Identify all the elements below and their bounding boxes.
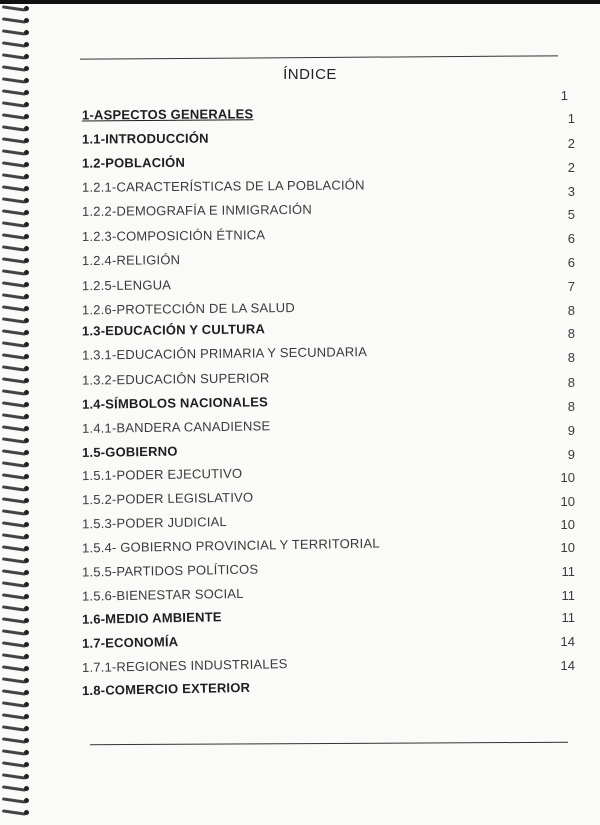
toc-entry: [82, 533, 502, 558]
toc-entry: [82, 414, 502, 438]
toc-entry: [82, 248, 502, 270]
toc-page-number: 10: [560, 540, 575, 555]
toc-entry-label: 1.3.2-EDUCACIÓN SUPERIOR: [81, 370, 270, 388]
title-page-number: 1: [560, 88, 568, 103]
toc-page-number: 3: [567, 184, 575, 199]
toc-entry: [82, 438, 502, 462]
toc-entry: [82, 366, 502, 389]
toc-entry-label: 1.6-MEDIO AMBIENTE: [81, 609, 222, 627]
toc-entry-label: 1.5.2-PODER LEGISLATIVO: [81, 489, 254, 508]
toc-page-number: 11: [561, 588, 575, 603]
toc-page-number: 9: [567, 423, 575, 438]
toc-entry: [82, 390, 502, 414]
toc-entry: [82, 509, 502, 534]
toc-entry: [82, 627, 502, 653]
toc-entry: [82, 104, 502, 125]
toc-entry: [82, 580, 502, 605]
toc-page-number: 11: [561, 610, 575, 625]
toc-page-number: 9: [567, 447, 575, 462]
page-title: ÍNDICE: [283, 66, 337, 83]
toc-page-number: 10: [560, 517, 575, 532]
toc-entry-label: 1.2.2-DEMOGRAFÍA E INMIGRACIÓN: [81, 201, 313, 219]
toc-entry-label: 1.2.6-PROTECCIÓN DE LA SALUD: [81, 299, 296, 318]
toc-page-number: 1: [567, 111, 575, 126]
toc-entry: [82, 273, 502, 295]
toc-page-number: 8: [567, 303, 575, 318]
toc-entry-label: 1.7-ECONOMÍA: [81, 634, 179, 651]
toc-entry: [82, 461, 502, 485]
toc-entry-label: 1.8-COMERCIO EXTERIOR: [81, 679, 251, 699]
toc-entry-label: 1.2-POBLACIÓN: [81, 154, 186, 171]
toc-page-number: 8: [567, 350, 575, 365]
toc-page-number: 10: [560, 494, 575, 509]
toc-entry: [82, 151, 502, 172]
toc-page-number: 2: [567, 136, 575, 151]
toc-entry: [82, 651, 502, 677]
toc-entry-label: 1.5.3-PODER JUDICIAL: [81, 514, 227, 532]
toc-entry: [82, 318, 502, 341]
toc-entry: [82, 341, 502, 364]
toc-entry-label: 1.4.1-BANDERA CANADIENSE: [81, 418, 271, 436]
toc-entry-label: 1-ASPECTOS GENERALES: [81, 106, 254, 123]
toc-entry: [82, 199, 502, 221]
toc-entry: [82, 485, 502, 509]
toc-entry: [82, 297, 502, 320]
toc-entry-label: 1.5.1-PODER EJECUTIVO: [81, 465, 243, 484]
toc-page-number: 6: [567, 231, 575, 246]
toc-page-number: 11: [561, 564, 575, 579]
toc-entry-label: 1.1-INTRODUCCIÓN: [81, 130, 209, 147]
toc-entry-label: 1.5.5-PARTIDOS POLÍTICOS: [81, 561, 259, 580]
toc-entry-label: 1.7.1-REGIONES INDUSTRIALES: [81, 656, 288, 675]
toc-page-number: 8: [567, 375, 575, 390]
toc-entry-label: 1.3-EDUCACIÓN Y CULTURA: [81, 321, 266, 339]
toc-entry: [82, 224, 502, 246]
toc-page-number: 2: [567, 160, 575, 175]
toc-page-number: 8: [567, 399, 575, 414]
toc-entry: [82, 674, 502, 700]
toc-entry-label: 1.5.4- GOBIERNO PROVINCIAL Y TERRITORIAL: [81, 535, 380, 556]
toc-page-number: 8: [567, 326, 575, 341]
toc-entry-label: 1.2.5-LENGUA: [81, 277, 172, 294]
toc-entry: [82, 127, 502, 148]
toc-entry-label: 1.4-SÍMBOLOS NACIONALES: [81, 394, 269, 412]
toc-entry-label: 1.5.6-BIENESTAR SOCIAL: [81, 585, 244, 604]
toc-entry: [82, 603, 502, 629]
toc-page-number: 10: [560, 470, 575, 485]
toc-entry-label: 1.2.3-COMPOSICIÓN ÉTNICA: [81, 227, 266, 245]
toc-entry: [82, 175, 502, 197]
toc-page-number: 14: [560, 658, 575, 673]
toc-entry-label: 1.5-GOBIERNO: [81, 443, 178, 461]
toc-entry: [82, 556, 502, 581]
toc-page-number: 5: [567, 207, 575, 222]
toc-page-number: 7: [567, 279, 575, 294]
toc-page-number: 14: [560, 634, 575, 649]
toc-entry-label: 1.3.1-EDUCACIÓN PRIMARIA Y SECUNDARIA: [81, 344, 368, 363]
toc-entry-label: 1.2.4-RELIGIÓN: [81, 252, 181, 269]
toc-entry-label: 1.2.1-CARACTERÍSTICAS DE LA POBLACIÓN: [81, 177, 365, 195]
toc-page-number: 6: [567, 255, 575, 270]
